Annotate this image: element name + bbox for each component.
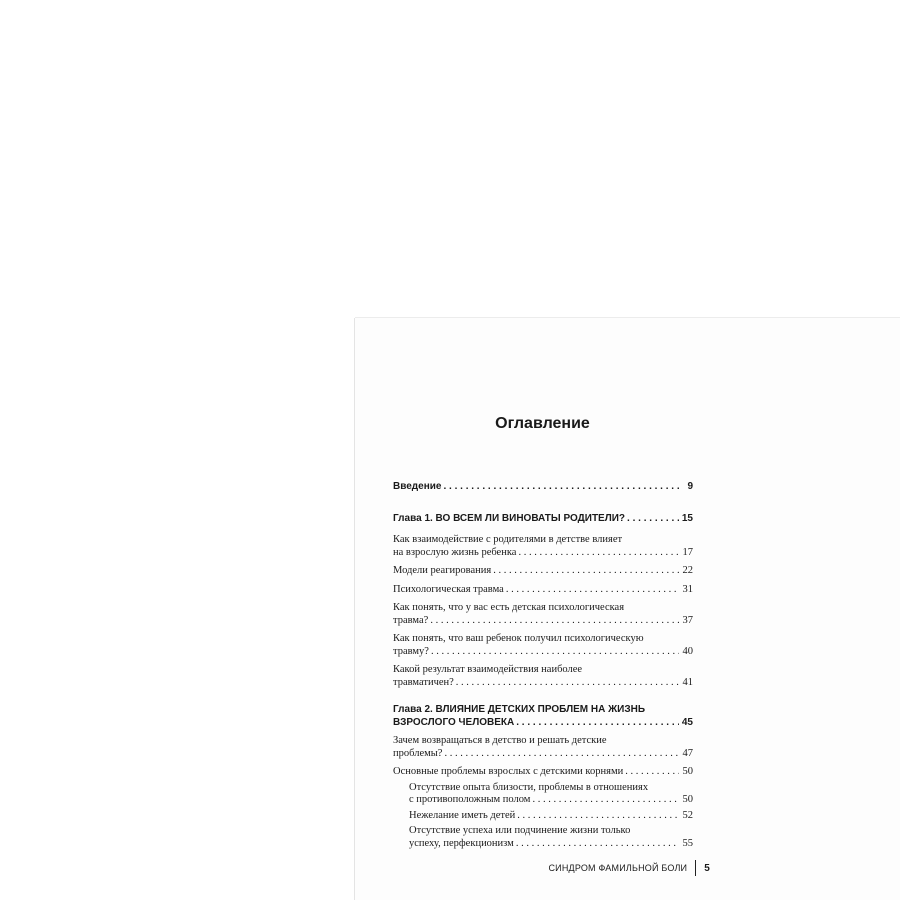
- leader-dots: [517, 810, 679, 823]
- toc-item-text: Как взаимодействие с родителями в детстве влияет: [393, 534, 623, 545]
- toc-item-text: травматичен?: [393, 676, 454, 688]
- toc-intro: [393, 480, 693, 493]
- toc-item-text: Психологическая травма: [393, 583, 504, 595]
- toc-subitem: [409, 782, 693, 807]
- toc-subitem-page: 55: [682, 837, 693, 849]
- toc-item-text: Какой результат взаимодействия наиболее: [393, 664, 583, 675]
- toc-item: [393, 664, 693, 689]
- leader-dots: [493, 565, 679, 578]
- toc-subitem-page: 50: [682, 794, 693, 805]
- toc-subitem-text: Отсутствие успеха или подчинение жизни только: [409, 825, 631, 836]
- toc-item-page: 22: [682, 565, 693, 576]
- table-of-contents: [393, 480, 693, 856]
- toc-item-page: 31: [682, 583, 693, 595]
- leader-dots: [444, 748, 679, 761]
- toc-title: Оглавление: [495, 415, 590, 432]
- page-footer: [540, 860, 710, 876]
- chapter-2-title-line1: Глава 2. ВЛИЯНИЕ ДЕТСКИХ ПРОБЛЕМ НА ЖИЗНЬ: [393, 704, 646, 715]
- toc-item: [393, 633, 693, 658]
- leader-dots: [443, 480, 679, 493]
- leader-dots: [532, 794, 679, 807]
- toc-item: [393, 534, 693, 559]
- toc-subitem: [409, 810, 693, 823]
- toc-item-page: 40: [682, 645, 693, 657]
- leader-dots: [506, 584, 679, 597]
- toc-subitem-text: Нежелание иметь детей: [409, 809, 516, 821]
- toc-item: [393, 584, 693, 597]
- toc-item-page: 17: [682, 546, 693, 558]
- toc-item-page: 47: [682, 747, 693, 759]
- toc-chapter-2: [393, 703, 693, 729]
- toc-item-page: 41: [682, 676, 693, 688]
- toc-subitem-page: 52: [682, 809, 693, 821]
- toc-item-text: на взрослую жизнь ребенка: [393, 546, 517, 558]
- toc-item-text: Модели реагирования: [393, 565, 492, 576]
- toc-item: [393, 766, 693, 779]
- toc-item-text: Как понять, что у вас есть детская психологическая: [393, 602, 625, 613]
- toc-item: [393, 602, 693, 627]
- toc-intro-page: 9: [687, 481, 693, 492]
- chapter-1-title: Глава 1. ВО ВСЕМ ЛИ ВИНОВАТЫ РОДИТЕЛИ?: [393, 513, 626, 524]
- leader-dots: [627, 512, 679, 525]
- leader-dots: [430, 615, 679, 628]
- toc-item: [393, 735, 693, 760]
- toc-item-text: Зачем возвращаться в детство и решать детские: [393, 735, 607, 746]
- chapter-2-page: 45: [681, 717, 693, 728]
- toc-item-page: 37: [682, 614, 693, 626]
- toc-item-text: травма?: [393, 614, 429, 626]
- toc-item-text: Как понять, что ваш ребенок получил психологическую: [393, 633, 644, 644]
- leader-dots: [516, 716, 679, 729]
- toc-item-text: проблемы?: [393, 747, 443, 759]
- leader-dots: [625, 766, 679, 779]
- toc-item-text: травму?: [393, 645, 429, 657]
- toc-item-text: Основные проблемы взрослых с детскими корнями: [393, 766, 624, 777]
- toc-subitem-text: с противоположным полом: [409, 794, 531, 805]
- footer-divider: [695, 860, 696, 876]
- page-number: 5: [704, 862, 710, 874]
- running-title: СИНДРОМ ФАМИЛЬНОЙ БОЛИ: [548, 863, 688, 873]
- chapter-2-title-line2: ВЗРОСЛОГО ЧЕЛОВЕКА: [393, 717, 515, 728]
- leader-dots: [431, 646, 679, 659]
- toc-item: [393, 565, 693, 578]
- toc-intro-label: Введение: [393, 481, 442, 492]
- leader-dots: [518, 547, 679, 560]
- toc-subitem-text: успеху, перфекционизм: [409, 837, 514, 849]
- chapter-1-page: 15: [681, 513, 693, 524]
- toc-subitem: [409, 825, 693, 850]
- toc-chapter-1: [393, 512, 693, 525]
- toc-item-page: 50: [682, 766, 693, 777]
- toc-subitem-text: Отсутствие опыта близости, проблемы в отношениях: [409, 781, 649, 793]
- leader-dots: [456, 677, 679, 690]
- leader-dots: [516, 838, 679, 851]
